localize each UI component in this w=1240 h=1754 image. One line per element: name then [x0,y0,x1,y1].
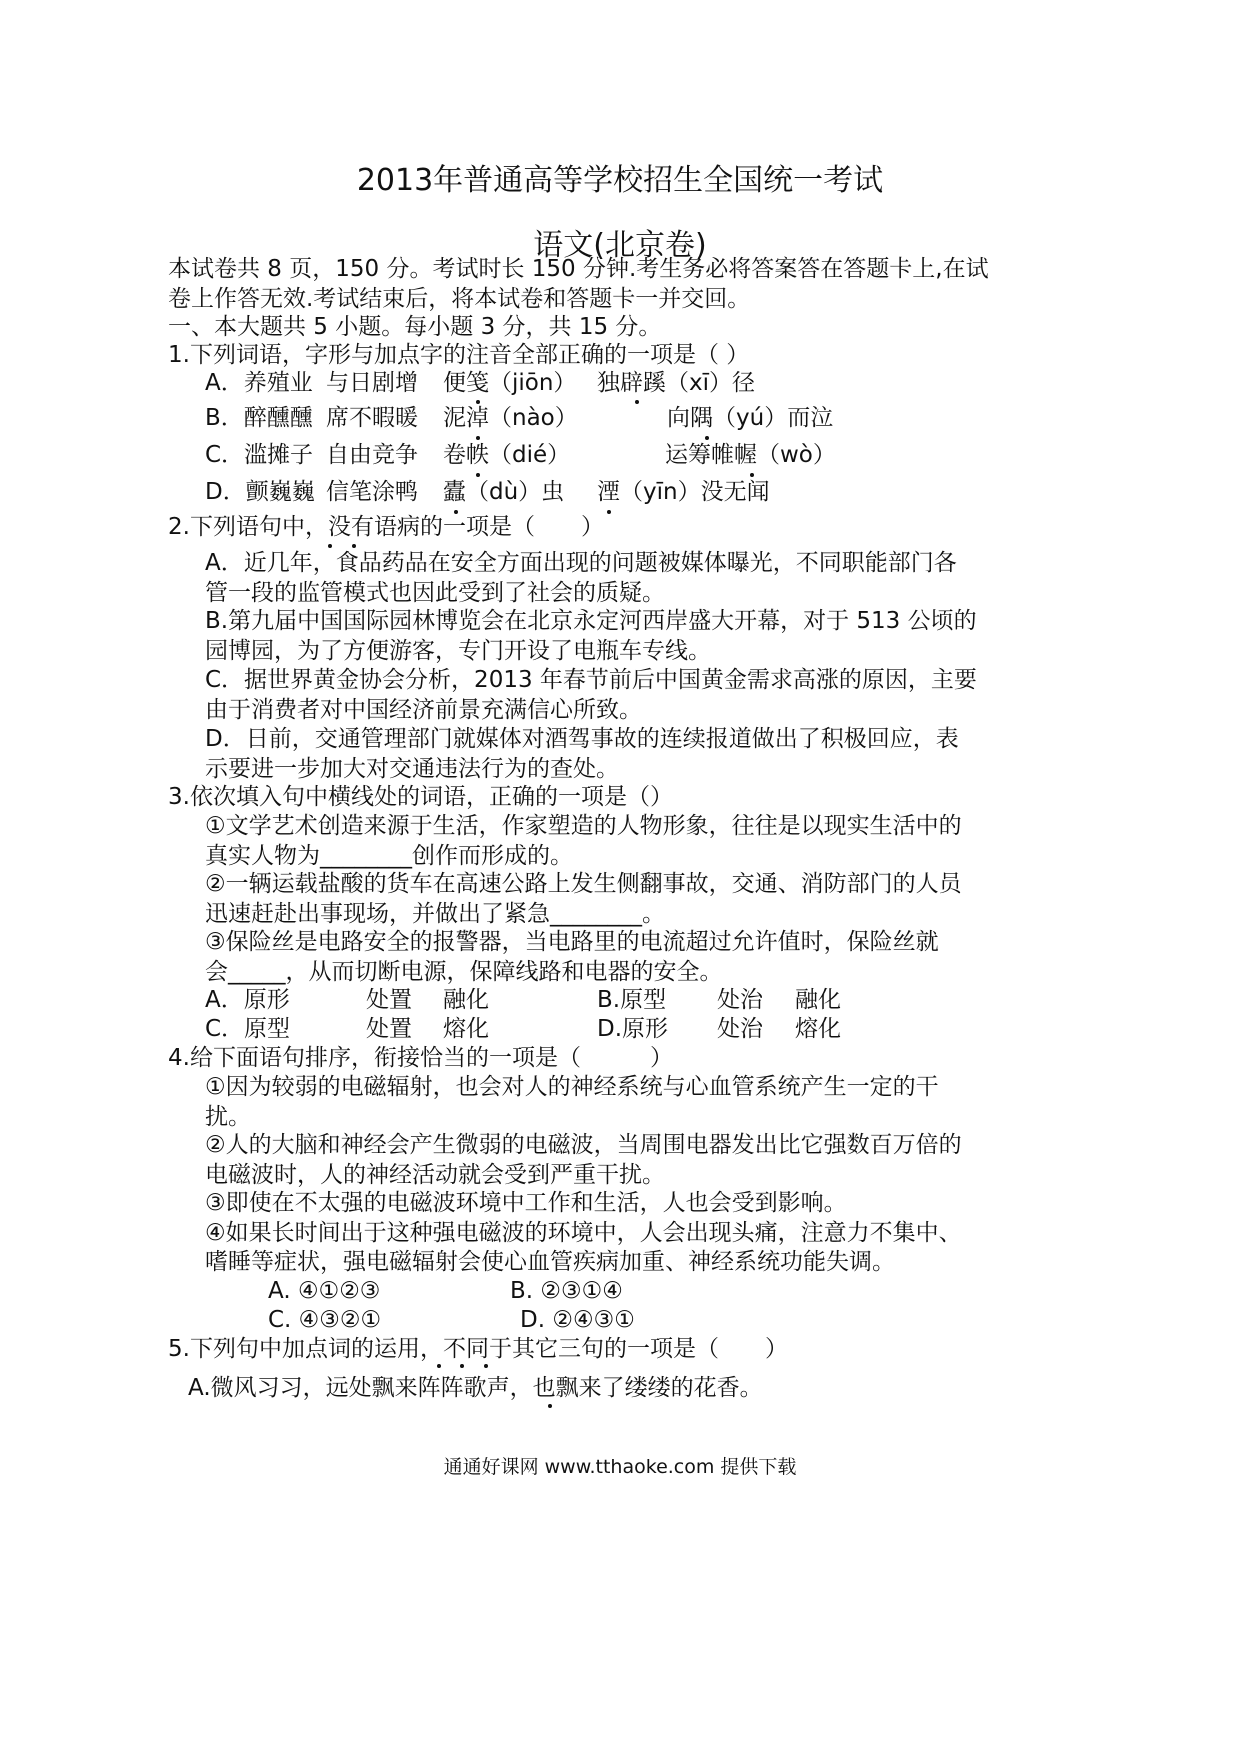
q4-sentence-4-line-1: ④如果长时间出于这种强电磁波的环境中，人会出现头痛，注意力不集中、 [205,1220,962,1246]
q1-option-b-word-3: 泥淖（nào） [443,405,578,431]
emphasis-dot [705,436,709,440]
emphasis-dot [454,510,458,514]
q3-sentence-3-line-2: 会_____，从而切断电源，保障线路和电器的安全。 [205,959,723,985]
q1-option-c-label: C．滥摊子 [205,442,314,468]
emphasis-dot [476,436,480,440]
q4-sentence-4-line-2: 嗜睡等症状，强电磁辐射会使心血管疾病加重、神经系统功能失调。 [205,1249,895,1275]
q1-option-d-word-3: 蠹（dù）虫 [443,479,565,505]
q1-option-d-word-4: 湮（yīn）没无闻 [597,479,770,505]
q3-option-a-label: A．原形 [205,987,290,1013]
q2-option-a-line-1: A．近几年，食品药品在安全方面出现的问题被媒体曝光，不同职能部门各 [205,550,957,576]
q3-option-c-word-2: 处置 [366,1016,412,1042]
q3-sentence-1-line-1: ①文学艺术创造来源于生活，作家塑造的人物形象，往往是以现实生活中的 [205,813,962,839]
q1-option-a-label: A．养殖业 [205,370,313,396]
q2-option-b-line-2: 园博园，为了方便游客，专门开设了电瓶车专线。 [205,638,711,664]
q3-option-b-label: B.原型 [597,987,667,1013]
q4-stem: 4.给下面语句排序，衔接恰当的一项是（ ） [168,1045,673,1071]
q1-option-d-word-2: 信笔涂鸭 [326,479,418,505]
emphasis-dot [635,400,639,404]
section-heading: 一、本大题共 5 小题。每小题 3 分，共 15 分。 [168,314,662,340]
exam-title: 2013年普通高等学校招生全国统一考试 [356,163,884,198]
q3-option-b-word-3: 融化 [795,987,841,1013]
q4-option-d: D. ②④③① [520,1307,635,1333]
q3-sentence-2-line-2: 迅速赶赴出事现场，并做出了紧急________。 [205,901,665,927]
q4-option-c: C. ④③②① [268,1307,382,1333]
q3-stem: 3.依次填入句中横线处的词语，正确的一项是（） [168,784,673,810]
q1-option-b-label: B．醉醺醺 [205,405,313,431]
q3-option-d-label: D.原形 [597,1016,669,1042]
q3-option-b-word-2: 处治 [717,987,763,1013]
q3-sentence-3-line-1: ③保险丝是电路安全的报警器，当电路里的电流超过允许值时，保险丝就 [205,929,939,955]
q1-option-c-word-4: 运筹帷幄（wò） [665,442,836,468]
emphasis-dot [476,473,480,477]
q2-option-d-line-1: D．日前，交通管理部门就媒体对酒驾事故的连续报道做出了积极回应，表 [205,726,959,752]
q3-sentence-1-line-2: 真实人物为________创作而形成的。 [205,843,573,869]
q1-stem: 1.下列词语，字形与加点字的注音全部正确的一项是（ ） [168,342,750,368]
q4-option-a: A. ④①②③ [268,1278,381,1304]
q1-option-b-word-4: 向隅（yú）而泣 [667,405,834,431]
emphasis-dot [352,544,356,548]
q4-sentence-2-line-1: ②人的大脑和神经会产生微弱的电磁波，当周围电器发出比它强数百万倍的 [205,1132,962,1158]
q3-option-c-label: C．原型 [205,1016,291,1042]
q1-option-a-word-2: 与日剧增 [326,370,418,396]
q4-sentence-2-line-2: 电磁波时，人的神经活动就会受到严重干扰。 [205,1162,665,1188]
q1-option-a-word-4: 独辟蹊（xī）径 [597,370,756,396]
q4-sentence-1-line-1: ①因为较弱的电磁辐射，也会对人的神经系统与心血管系统产生一定的干 [205,1074,939,1100]
page-footer: 通通好课网 www.tthaoke.com 提供下载 [443,1456,797,1478]
q2-option-b-line-1: B.第九届中国国际园林博览会在北京永定河西岸盛大开幕，对于 513 公顷的 [205,608,977,634]
q3-option-c-word-3: 熔化 [443,1016,489,1042]
q1-option-b-word-2: 席不暇暖 [326,405,418,431]
q2-option-c-line-2: 由于消费者对中国经济前景充满信心所致。 [205,697,642,723]
q5-stem: 5.下列句中加点词的运用，不同于其它三句的一项是（ ） [168,1336,788,1362]
q1-option-d-label: D．颤巍巍 [205,479,315,505]
emphasis-dot [328,544,332,548]
emphasis-dot [548,1404,552,1408]
q4-option-b: B. ②③①④ [510,1278,623,1304]
q2-option-d-line-2: 示要进一步加大对交通违法行为的查处。 [205,756,619,782]
q3-option-d-word-2: 处治 [717,1016,763,1042]
q1-option-a-word-3: 便笺（jiōn） [443,370,577,396]
q3-option-a-word-2: 处置 [366,987,412,1013]
q2-option-a-line-2: 管一段的监管模式也因此受到了社会的质疑。 [205,580,665,606]
emphasis-dot [460,1364,464,1368]
q2-option-c-line-1: C．据世界黄金协会分析，2013 年春节前后中国黄金需求高涨的原因，主要 [205,667,977,693]
exam-subtitle: 语文(北京卷) [533,228,707,263]
q3-option-d-word-3: 熔化 [795,1016,841,1042]
q1-option-c-word-3: 卷帙（dié） [443,442,571,468]
q3-option-a-word-3: 融化 [443,987,489,1013]
intro-line-1: 本试卷共 8 页，150 分。考试时长 150 分钟.考生务必将答案答在答题卡上,在试 [168,256,989,282]
q1-option-c-word-2: 自由竞争 [326,442,418,468]
q4-sentence-1-line-2: 扰。 [205,1104,251,1130]
emphasis-dot [484,1364,488,1368]
q2-stem: 2.下列语句中，没有语病的一项是（ ） [168,514,604,540]
q3-sentence-2-line-1: ②一辆运载盐酸的货车在高速公路上发生侧翻事故，交通、消防部门的人员 [205,871,962,897]
emphasis-dot [750,473,754,477]
emphasis-dot [476,400,480,404]
emphasis-dot [607,510,611,514]
q5-option-a: A.微风习习，远处飘来阵阵歌声，也飘来了缕缕的花香。 [188,1375,763,1401]
intro-line-2: 卷上作答无效.考试结束后，将本试卷和答题卡一并交回。 [168,286,751,312]
emphasis-dot [437,1364,441,1368]
q4-sentence-3: ③即使在不太强的电磁波环境中工作和生活，人也会受到影响。 [205,1190,847,1216]
